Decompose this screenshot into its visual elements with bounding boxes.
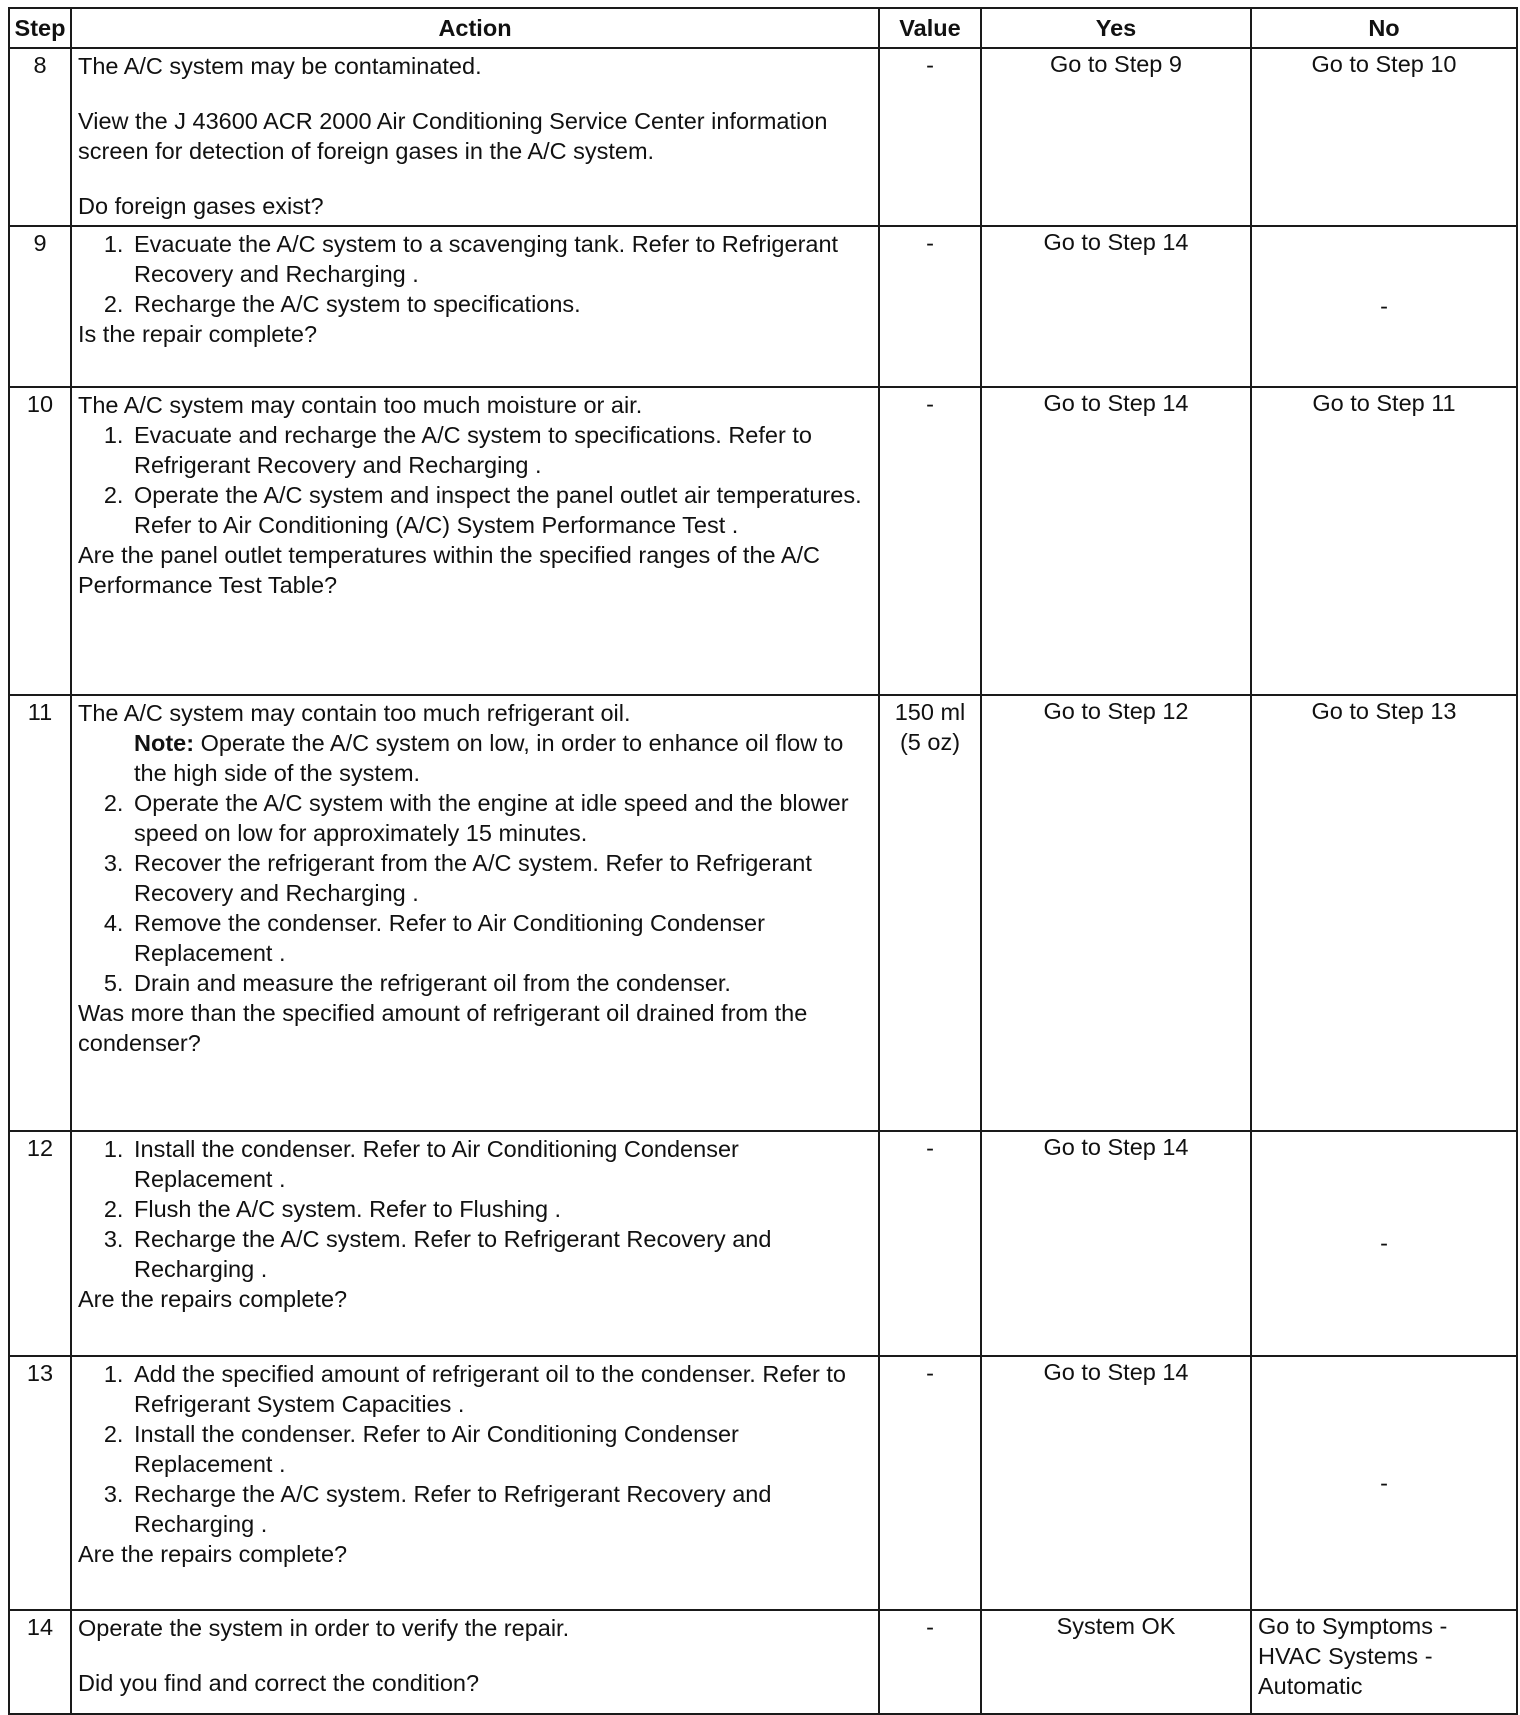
no-cell: - — [1251, 1131, 1517, 1356]
value-amount: 150 ml — [894, 699, 966, 725]
list-item: 3. Recharge the A/C system. Refer to Refrigerant Recovery and Recharging . — [130, 1224, 872, 1284]
table-row — [9, 1131, 1517, 1356]
no-link[interactable]: Go to Symptoms - HVAC Systems - Automatic — [1251, 1610, 1517, 1714]
list-item: 2. Operate the A/C system with the engine at idle speed and the blower speed on low for approximately 15 minutes. — [130, 788, 872, 848]
action-list — [78, 1359, 872, 1539]
action-question: Are the panel outlet temperatures within the specified ranges of the A/C Performance Test Table? — [78, 542, 820, 598]
action-list — [78, 728, 872, 998]
value-amount-imperial: (5 oz) — [899, 729, 961, 755]
header-action: Action — [71, 8, 879, 48]
note-label: Note: — [134, 730, 195, 756]
header-yes: Yes — [981, 8, 1251, 48]
action-intro: Operate the system in order to verify the repair. — [78, 1615, 570, 1641]
table-row — [9, 48, 1517, 226]
list-item: 2. Recharge the A/C system to specifications. — [130, 289, 872, 319]
no-link[interactable]: Go to Step 11 — [1251, 387, 1517, 695]
yes-link[interactable]: Go to Step 14 — [981, 226, 1251, 387]
yes-link[interactable]: Go to Step 9 — [981, 48, 1251, 226]
no-cell: - — [1251, 1356, 1517, 1610]
list-item: 1. Add the specified amount of refrigerant oil to the condenser. Refer to Refrigerant System Capacities . — [130, 1359, 872, 1419]
list-item: 1. Install the condenser. Refer to Air Conditioning Condenser Replacement . — [130, 1134, 872, 1194]
action-cell — [71, 1131, 879, 1356]
list-item: 2. Operate the A/C system and inspect the panel outlet air temperatures. Refer to Air Conditioning (A/C) System Performance Test . — [130, 480, 872, 540]
action-cell — [71, 695, 879, 1131]
action-question: Was more than the specified amount of refrigerant oil drained from the condenser? — [78, 1000, 808, 1056]
action-cell — [71, 1610, 879, 1714]
table-row — [9, 226, 1517, 387]
action-intro: The A/C system may contain too much refrigerant oil. — [78, 700, 631, 726]
action-question: Are the repairs complete? — [78, 1286, 348, 1312]
action-question: Are the repairs complete? — [78, 1541, 348, 1567]
step-number: 12 — [9, 1131, 71, 1356]
value-cell: - — [879, 1610, 981, 1714]
table-row — [9, 1356, 1517, 1610]
yes-link[interactable]: Go to Step 14 — [981, 1131, 1251, 1356]
list-item: 2. Install the condenser. Refer to Air Conditioning Condenser Replacement . — [130, 1419, 872, 1479]
list-item: 5. Drain and measure the refrigerant oil from the condenser. — [130, 968, 872, 998]
yes-link[interactable]: Go to Step 12 — [981, 695, 1251, 1131]
header-value: Value — [879, 8, 981, 48]
yes-link[interactable]: System OK — [981, 1610, 1251, 1714]
action-list — [78, 229, 872, 319]
value-cell: - — [879, 387, 981, 695]
list-item: 3. Recharge the A/C system. Refer to Refrigerant Recovery and Recharging . — [130, 1479, 872, 1539]
action-question: Did you find and correct the condition? — [78, 1670, 480, 1696]
value-cell: - — [879, 226, 981, 387]
action-question: Do foreign gases exist? — [78, 193, 324, 219]
action-list — [78, 420, 872, 540]
value-cell: - — [879, 48, 981, 226]
action-list — [78, 1134, 872, 1284]
no-link[interactable]: Go to Step 10 — [1251, 48, 1517, 226]
no-cell: - — [1251, 226, 1517, 387]
diagnostic-table — [8, 7, 1518, 1715]
list-item: 1. Evacuate the A/C system to a scavenging tank. Refer to Refrigerant Recovery and Recharging . — [130, 229, 872, 289]
value-cell: - — [879, 1356, 981, 1610]
header-no: No — [1251, 8, 1517, 48]
no-link[interactable]: Go to Step 13 — [1251, 695, 1517, 1131]
value-cell: - — [879, 1131, 981, 1356]
note-text: Operate the A/C system on low, in order to enhance oil flow to the high side of the system. — [134, 730, 844, 786]
step-number: 8 — [9, 48, 71, 226]
yes-link[interactable]: Go to Step 14 — [981, 387, 1251, 695]
action-cell — [71, 226, 879, 387]
value-cell — [879, 695, 981, 1131]
table-row — [9, 695, 1517, 1131]
step-number: 10 — [9, 387, 71, 695]
action-question: Is the repair complete? — [78, 321, 318, 347]
action-intro: The A/C system may contain too much moisture or air. — [78, 392, 643, 418]
list-item: 3. Recover the refrigerant from the A/C system. Refer to Refrigerant Recovery and Recharging . — [130, 848, 872, 908]
header-step: Step — [9, 8, 71, 48]
table-row — [9, 387, 1517, 695]
list-item: 1. Evacuate and recharge the A/C system to specifications. Refer to Refrigerant Recovery and Recharging . — [130, 420, 872, 480]
step-number: 14 — [9, 1610, 71, 1714]
step-number: 9 — [9, 226, 71, 387]
list-item: 4. Remove the condenser. Refer to Air Conditioning Condenser Replacement . — [130, 908, 872, 968]
header-row — [9, 8, 1517, 48]
step-number: 13 — [9, 1356, 71, 1610]
table-row — [9, 1610, 1517, 1714]
action-cell — [71, 387, 879, 695]
action-cell — [71, 1356, 879, 1610]
action-intro: The A/C system may be contaminated. — [78, 53, 482, 79]
note — [130, 728, 872, 788]
yes-link[interactable]: Go to Step 14 — [981, 1356, 1251, 1610]
action-cell — [71, 48, 879, 226]
list-item: 2. Flush the A/C system. Refer to Flushing . — [130, 1194, 872, 1224]
action-paragraph: View the J 43600 ACR 2000 Air Conditioning Service Center information screen for detection of foreign gases in the A/C system. — [78, 108, 828, 164]
step-number: 11 — [9, 695, 71, 1131]
